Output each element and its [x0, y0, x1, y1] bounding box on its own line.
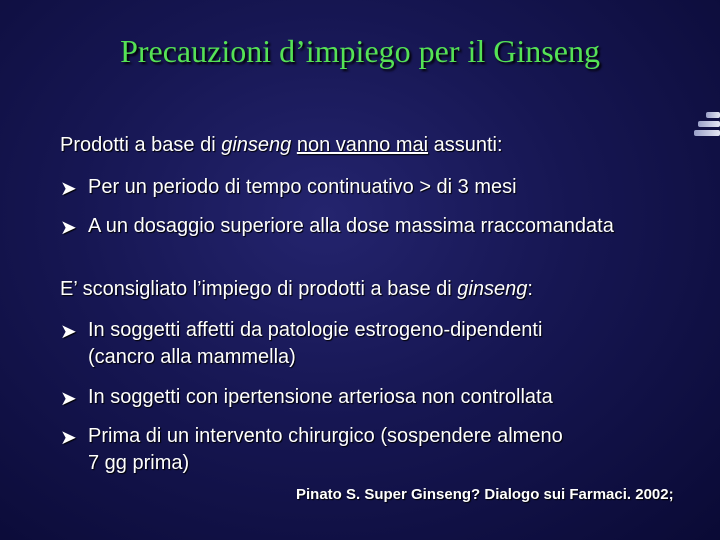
section2-bullet-2: In soggetti con ipertensione arteriosa non controllata [88, 386, 553, 408]
arrowhead-right-icon: ➤ [60, 388, 77, 410]
section2-intro-end: : [527, 278, 533, 300]
section2-intro-italic: ginseng [457, 278, 528, 300]
section1-intro-text: Prodotti a base di [60, 134, 222, 156]
arrowhead-right-icon: ➤ [60, 321, 77, 343]
arrowhead-right-icon: ➤ [60, 427, 77, 449]
decorative-bars-icon [694, 110, 720, 138]
citation: Pinato S. Super Ginseng? Dialogo sui Farmaci. 2002; [296, 486, 674, 503]
section1-intro-italic: ginseng [221, 134, 292, 156]
section2-bullet-1-line2: (cancro alla mammella) [88, 346, 296, 368]
slide-title: Precauzioni d’impiego per il Ginseng [120, 33, 600, 69]
section2-bullet-3-line1: Prima di un intervento chirurgico (sospendere almeno [88, 425, 563, 447]
section1-intro-underline: non vanno mai [296, 134, 429, 156]
section1-bullet-2: A un dosaggio superiore alla dose massima rraccomandata [88, 215, 614, 237]
section1-bullet-1: Per un periodo di tempo continuativo > di 3 mesi [88, 176, 517, 198]
section1-intro-end: assunti: [428, 134, 503, 156]
section2-intro-text: E’ sconsigliato l’impiego di prodotti a base di [60, 278, 458, 300]
arrowhead-right-icon: ➤ [60, 217, 77, 239]
section2-intro [60, 278, 533, 301]
section2-bullet-3-line2: 7 gg prima) [88, 452, 190, 474]
section1-intro [60, 134, 503, 157]
arrowhead-right-icon: ➤ [60, 178, 77, 200]
section2-bullet-1-line1: In soggetti affetti da patologie estrogeno-dipendenti [88, 319, 543, 341]
